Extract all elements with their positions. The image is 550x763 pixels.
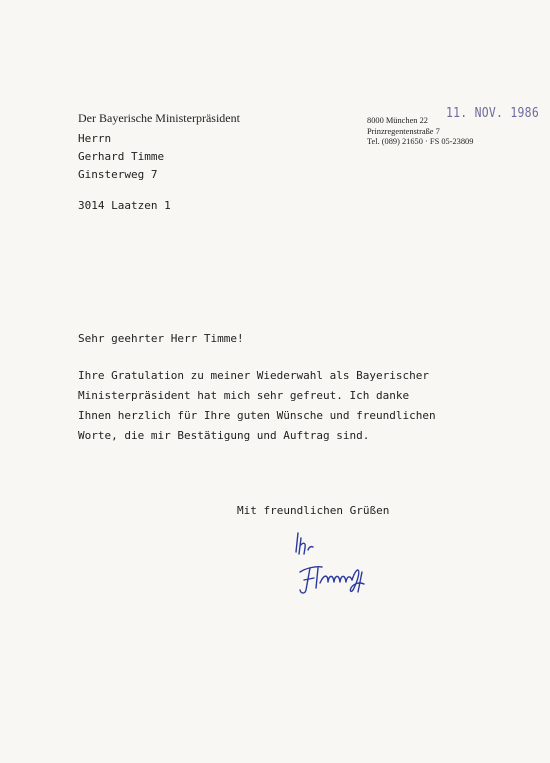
- date-stamp: 11. NOV. 1986: [446, 106, 539, 121]
- body-line: Ihnen herzlich für Ihre guten Wünsche und freundlichen: [78, 409, 436, 422]
- letterhead-title: Der Bayerische Ministerpräsident: [78, 111, 240, 125]
- sender-address-line: Prinzregentenstraße 7: [367, 126, 440, 136]
- body-line: Ministerpräsident hat mich sehr gefreut. Ich danke: [78, 389, 410, 402]
- body-line: Ihre Gratulation zu meiner Wiederwahl als Bayerischer: [78, 369, 429, 382]
- letter-body: [78, 366, 436, 446]
- recipient-address: [78, 130, 164, 184]
- sender-address-line: 8000 München 22: [367, 116, 428, 125]
- recipient-line: Ginsterweg 7: [78, 168, 158, 181]
- recipient-line: Gerhard Timme: [78, 150, 165, 163]
- body-line: Worte, die mir Bestätigung und Auftrag sind.: [78, 429, 370, 442]
- sender-address-line: Tel. (089) 21650 · FS 05-23809: [367, 137, 474, 146]
- salutation: Sehr geehrter Herr Timme!: [78, 332, 244, 345]
- handwritten-signature: [292, 528, 412, 618]
- recipient-line: Herrn: [78, 132, 112, 145]
- closing: Mit freundlichen Grüßen: [237, 504, 390, 517]
- recipient-city: 3014 Laatzen 1: [78, 199, 171, 212]
